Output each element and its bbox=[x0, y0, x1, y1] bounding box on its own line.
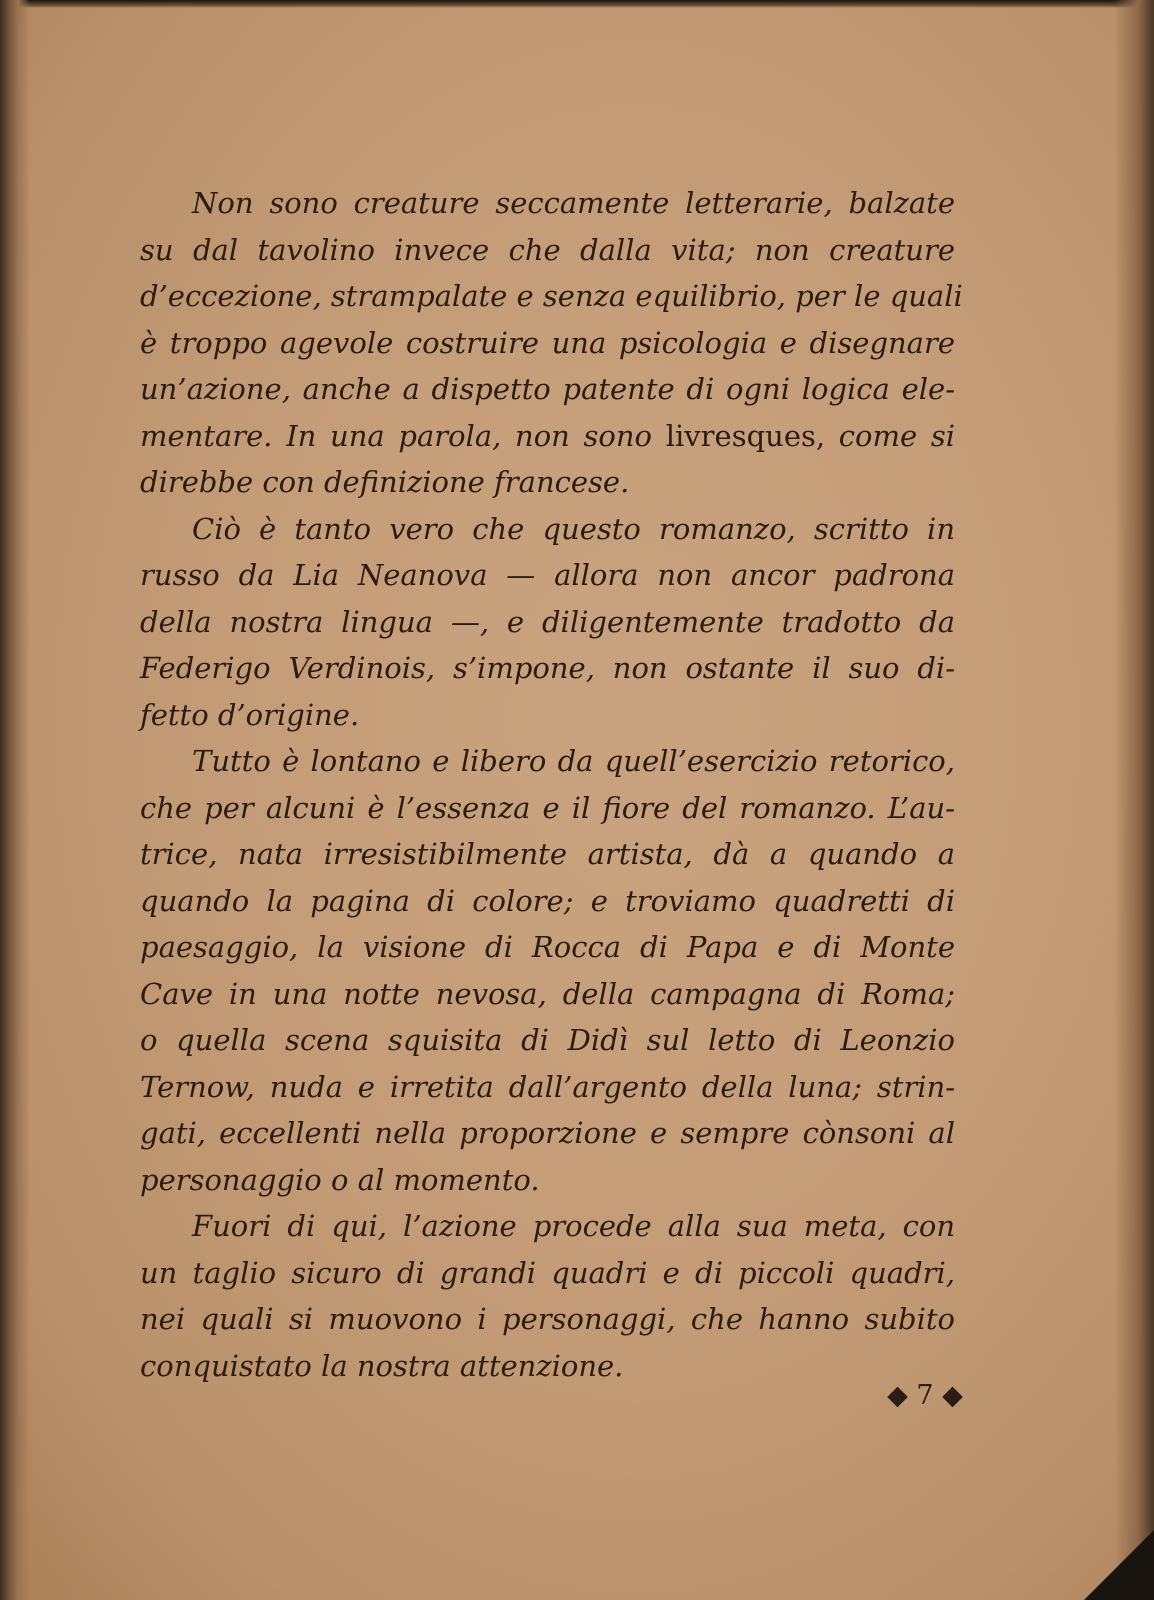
text-line: nei quali si muovono i personaggi, che hanno subito bbox=[140, 1302, 955, 1336]
text-line bbox=[140, 413, 955, 460]
text-line: d’eccezione, strampalate e senza equilibrio, per le quali bbox=[140, 279, 963, 313]
text-line: un taglio sicuro di grandi quadri e di piccoli quadri, bbox=[140, 1255, 955, 1290]
text-line: che per alcuni è l’essenza e il fiore del romanzo. L’au- bbox=[140, 790, 955, 825]
page-left-edge bbox=[0, 0, 30, 1600]
text-line: direbbe con definizione francese. bbox=[140, 465, 630, 499]
text-line: paesaggio, la visione di Rocca di Papa e di Monte bbox=[140, 930, 955, 964]
text-line: trice, nata irresistibilmente artista, dà a quando a bbox=[140, 837, 955, 871]
page-corner-shadow bbox=[1084, 1530, 1154, 1600]
body-text bbox=[140, 180, 963, 1389]
text-line: quando la pagina di colore; e troviamo quadretti di bbox=[140, 883, 955, 918]
text-line: fetto d’origine. bbox=[140, 697, 360, 732]
text-line: su dal tavolino invece che dalla vita; non creature bbox=[140, 232, 955, 267]
text-line: Ciò è tanto vero che questo romanzo, scritto in bbox=[192, 511, 955, 546]
foreign-word: livresques, bbox=[665, 418, 826, 453]
text-line: Fuori di qui, l’azione procede alla sua meta, con bbox=[192, 1209, 955, 1243]
text-line: Ternow, nuda e irretita dall’argento della luna; strin- bbox=[140, 1069, 955, 1104]
page-top-edge bbox=[0, 0, 1154, 8]
text-line: Cave in una notte nevosa, della campagna di Roma; bbox=[140, 976, 955, 1011]
text-line: russo da Lia Neanova — allora non ancor padrona bbox=[140, 558, 955, 592]
text-line: Non sono creature seccamente letterarie, balzate bbox=[192, 186, 955, 220]
text-line: è troppo agevole costruire una psicologia e disegnare bbox=[140, 325, 955, 360]
text-line: o quella scena squisita di Didì sul letto di Leonzio bbox=[140, 1023, 955, 1057]
text-line: Federigo Verdinois, s’impone, non ostante il suo di- bbox=[140, 651, 955, 685]
text-line: conquistato la nostra attenzione. bbox=[140, 1348, 624, 1383]
page-right-edge bbox=[1114, 0, 1154, 1600]
text-line: Tutto è lontano e libero da quell’esercizio retorico, bbox=[192, 744, 955, 778]
page-number: ◆ 7 ◆ bbox=[887, 1380, 963, 1411]
text-line: gati, eccellenti nella proporzione e sempre cònsoni al bbox=[140, 1116, 955, 1150]
text-line: della nostra lingua —, e diligentemente tradotto da bbox=[140, 604, 955, 639]
text-line: personaggio o al momento. bbox=[140, 1162, 540, 1197]
text-segment: mentare. In una parola, non sono bbox=[140, 418, 653, 453]
text-segment: come si bbox=[838, 418, 956, 453]
text-line: un’azione, anche a dispetto patente di ogni logica ele- bbox=[140, 372, 955, 406]
